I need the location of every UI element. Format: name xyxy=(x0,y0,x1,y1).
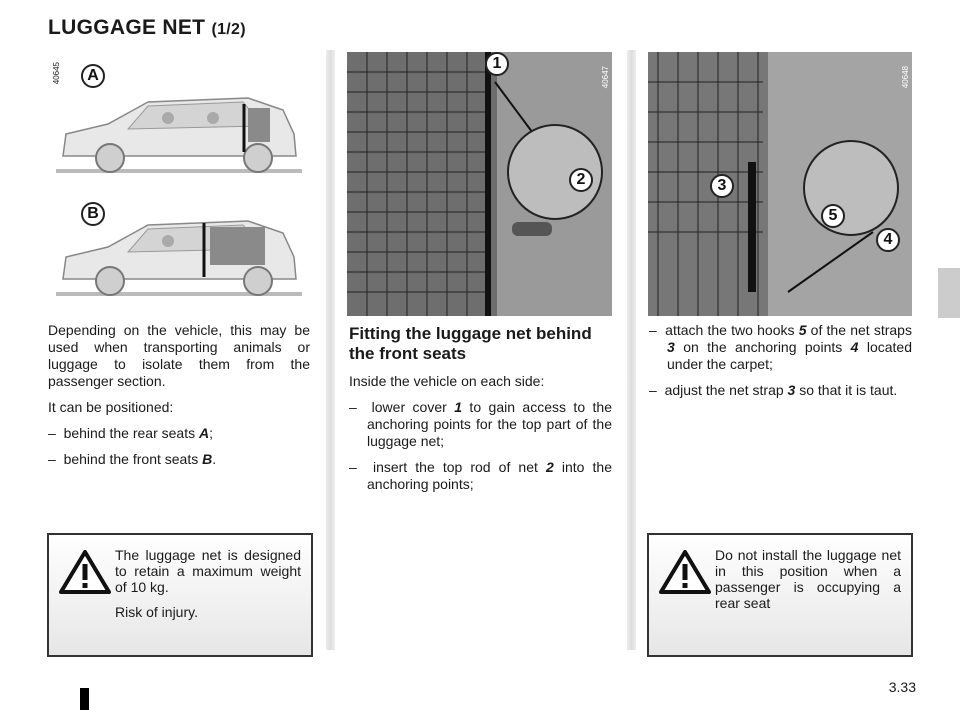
inside-paragraph: Inside the vehicle on each side: xyxy=(349,373,545,389)
title-main: LUGGAGE NET xyxy=(48,16,206,39)
column-divider xyxy=(326,50,335,650)
figure-net-bottom xyxy=(648,52,912,316)
footer-bar xyxy=(80,688,89,710)
callout-2: 2 xyxy=(569,168,593,192)
figure-car-positions xyxy=(48,52,310,302)
detail-callout-ring xyxy=(803,140,899,236)
bullet-lower-cover: – lower cover 1 to gain access to the anchoring points for the top part of the luggage net; xyxy=(349,399,612,449)
warning-text xyxy=(115,547,301,629)
label-a-badge: A xyxy=(81,64,105,88)
column-2-text xyxy=(349,324,612,502)
bullet-rear-seats: – behind the rear seats A; xyxy=(48,425,214,441)
car-diagram-a xyxy=(48,74,310,184)
column-divider xyxy=(627,50,636,650)
intro-paragraph: Depending on the vehicle, this may be used when transporting animals or luggage to isolate them from the passenger section. xyxy=(48,322,310,389)
bullet-attach-hooks: – attach the two hooks 5 of the net straps 3 on the anchoring points 4 located under the carpet; xyxy=(649,322,912,372)
warning-triangle-icon xyxy=(659,549,711,595)
page-number: 3.33 xyxy=(888,679,916,695)
section-heading: Fitting the luggage net behind the front seats xyxy=(349,324,592,363)
warning-text xyxy=(715,547,901,620)
positioned-paragraph: It can be positioned: xyxy=(48,399,174,415)
column-3-text xyxy=(649,322,912,408)
warning-box-weight xyxy=(47,533,313,657)
title-part: (1/2) xyxy=(211,21,246,38)
callout-5: 5 xyxy=(821,204,845,228)
column-1-text xyxy=(48,322,310,477)
figure-code: 40648 xyxy=(901,66,910,89)
warning-triangle-icon xyxy=(59,549,111,595)
figure-net-top xyxy=(347,52,612,316)
bullet-insert-rod: – insert the top rod of net 2 into the anchoring points; xyxy=(349,459,612,492)
warning-passenger-text: Do not install the luggage net in this position when a passenger is occupying a rear seat xyxy=(715,547,901,611)
warning-weight-text: The luggage net is designed to retain a maximum weight of 10 kg. xyxy=(115,547,301,595)
warning-box-passenger xyxy=(647,533,913,657)
bullet-front-seats: – behind the front seats B. xyxy=(48,451,217,467)
figure-code: 40647 xyxy=(601,66,610,89)
label-b-badge: B xyxy=(81,202,105,226)
figure-code: 40645 xyxy=(52,62,61,85)
callout-3: 3 xyxy=(710,174,734,198)
section-tab xyxy=(938,268,960,318)
bullet-adjust-strap: – adjust the net strap 3 so that it is taut. xyxy=(649,382,898,398)
callout-1: 1 xyxy=(485,52,509,76)
page-title xyxy=(48,16,246,40)
car-diagram-b xyxy=(48,197,310,302)
callout-4: 4 xyxy=(876,228,900,252)
warning-injury-text: Risk of injury. xyxy=(115,604,198,620)
